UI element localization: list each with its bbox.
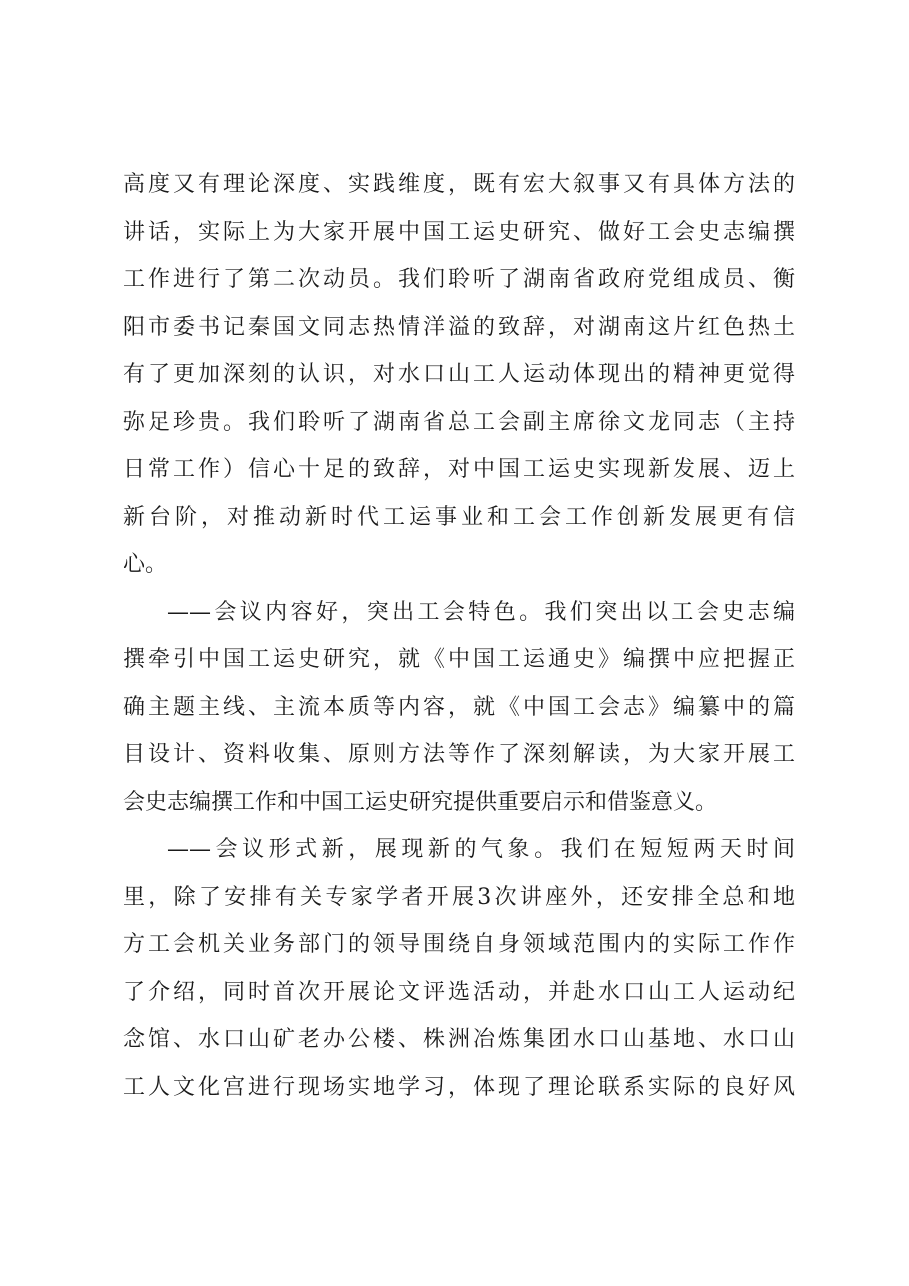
text-line: 会史志编撰工作和中国工运史研究提供重要启示和借鉴意义。 bbox=[123, 789, 718, 815]
text-line: 工人文化宫进行现场实地学习，体现了理论联系实际的良好风 bbox=[123, 1074, 795, 1100]
text-line: 方工会机关业务部门的领导围绕自身领域范围内的实际工作作 bbox=[123, 932, 795, 957]
text-line: 确主题主线、主流本质等内容，就《中国工会志》编纂中的篇 bbox=[123, 694, 795, 720]
text-line: 有了更加深刻的认识，对水口山工人运动体现出的精神更觉得 bbox=[123, 362, 795, 387]
text-line: 撰牵引中国工运史研究，就《中国工运通史》编撰中应把握正 bbox=[123, 647, 795, 672]
paragraph-start-line: ——会议内容好，突出工会特色。我们突出以工会史志编 bbox=[167, 599, 795, 625]
text-line: 新台阶，对推动新时代工运事业和工会工作创新发展更有信 bbox=[123, 504, 795, 530]
text-line: 日常工作）信心十足的致辞，对中国工运史实现新发展、迈上 bbox=[123, 457, 795, 482]
text-line: 阳市委书记秦国文同志热情洋溢的致辞，对湖南这片红色热土 bbox=[123, 314, 795, 340]
text-line: 讲话，实际上为大家开展中国工运史研究、做好工会史志编撰 bbox=[123, 219, 795, 245]
text-line: 了介绍，同时首次开展论文评选活动，并赴水口山工人运动纪 bbox=[123, 979, 795, 1005]
text-line: 念馆、水口山矿老办公楼、株洲冶炼集团水口山基地、水口山 bbox=[123, 1027, 795, 1052]
text-line: 弥足珍贵。我们聆听了湖南省总工会副主席徐文龙同志（主持 bbox=[123, 409, 795, 435]
paragraph-start-line: ——会议形式新，展现新的气象。我们在短短两天时间 bbox=[167, 837, 795, 862]
document-body bbox=[123, 161, 795, 1111]
text-line: 高度又有理论深度、实践维度，既有宏大叙事又有具体方法的 bbox=[123, 172, 795, 197]
text-line: 工作进行了第二次动员。我们聆听了湖南省政府党组成员、衡 bbox=[123, 267, 795, 292]
text-line: 里，除了安排有关专家学者开展3次讲座外，还安排全总和地 bbox=[123, 884, 795, 910]
text-line: 心。 bbox=[123, 552, 168, 577]
text-line: 目设计、资料收集、原则方法等作了深刻解读，为大家开展工 bbox=[123, 742, 795, 767]
